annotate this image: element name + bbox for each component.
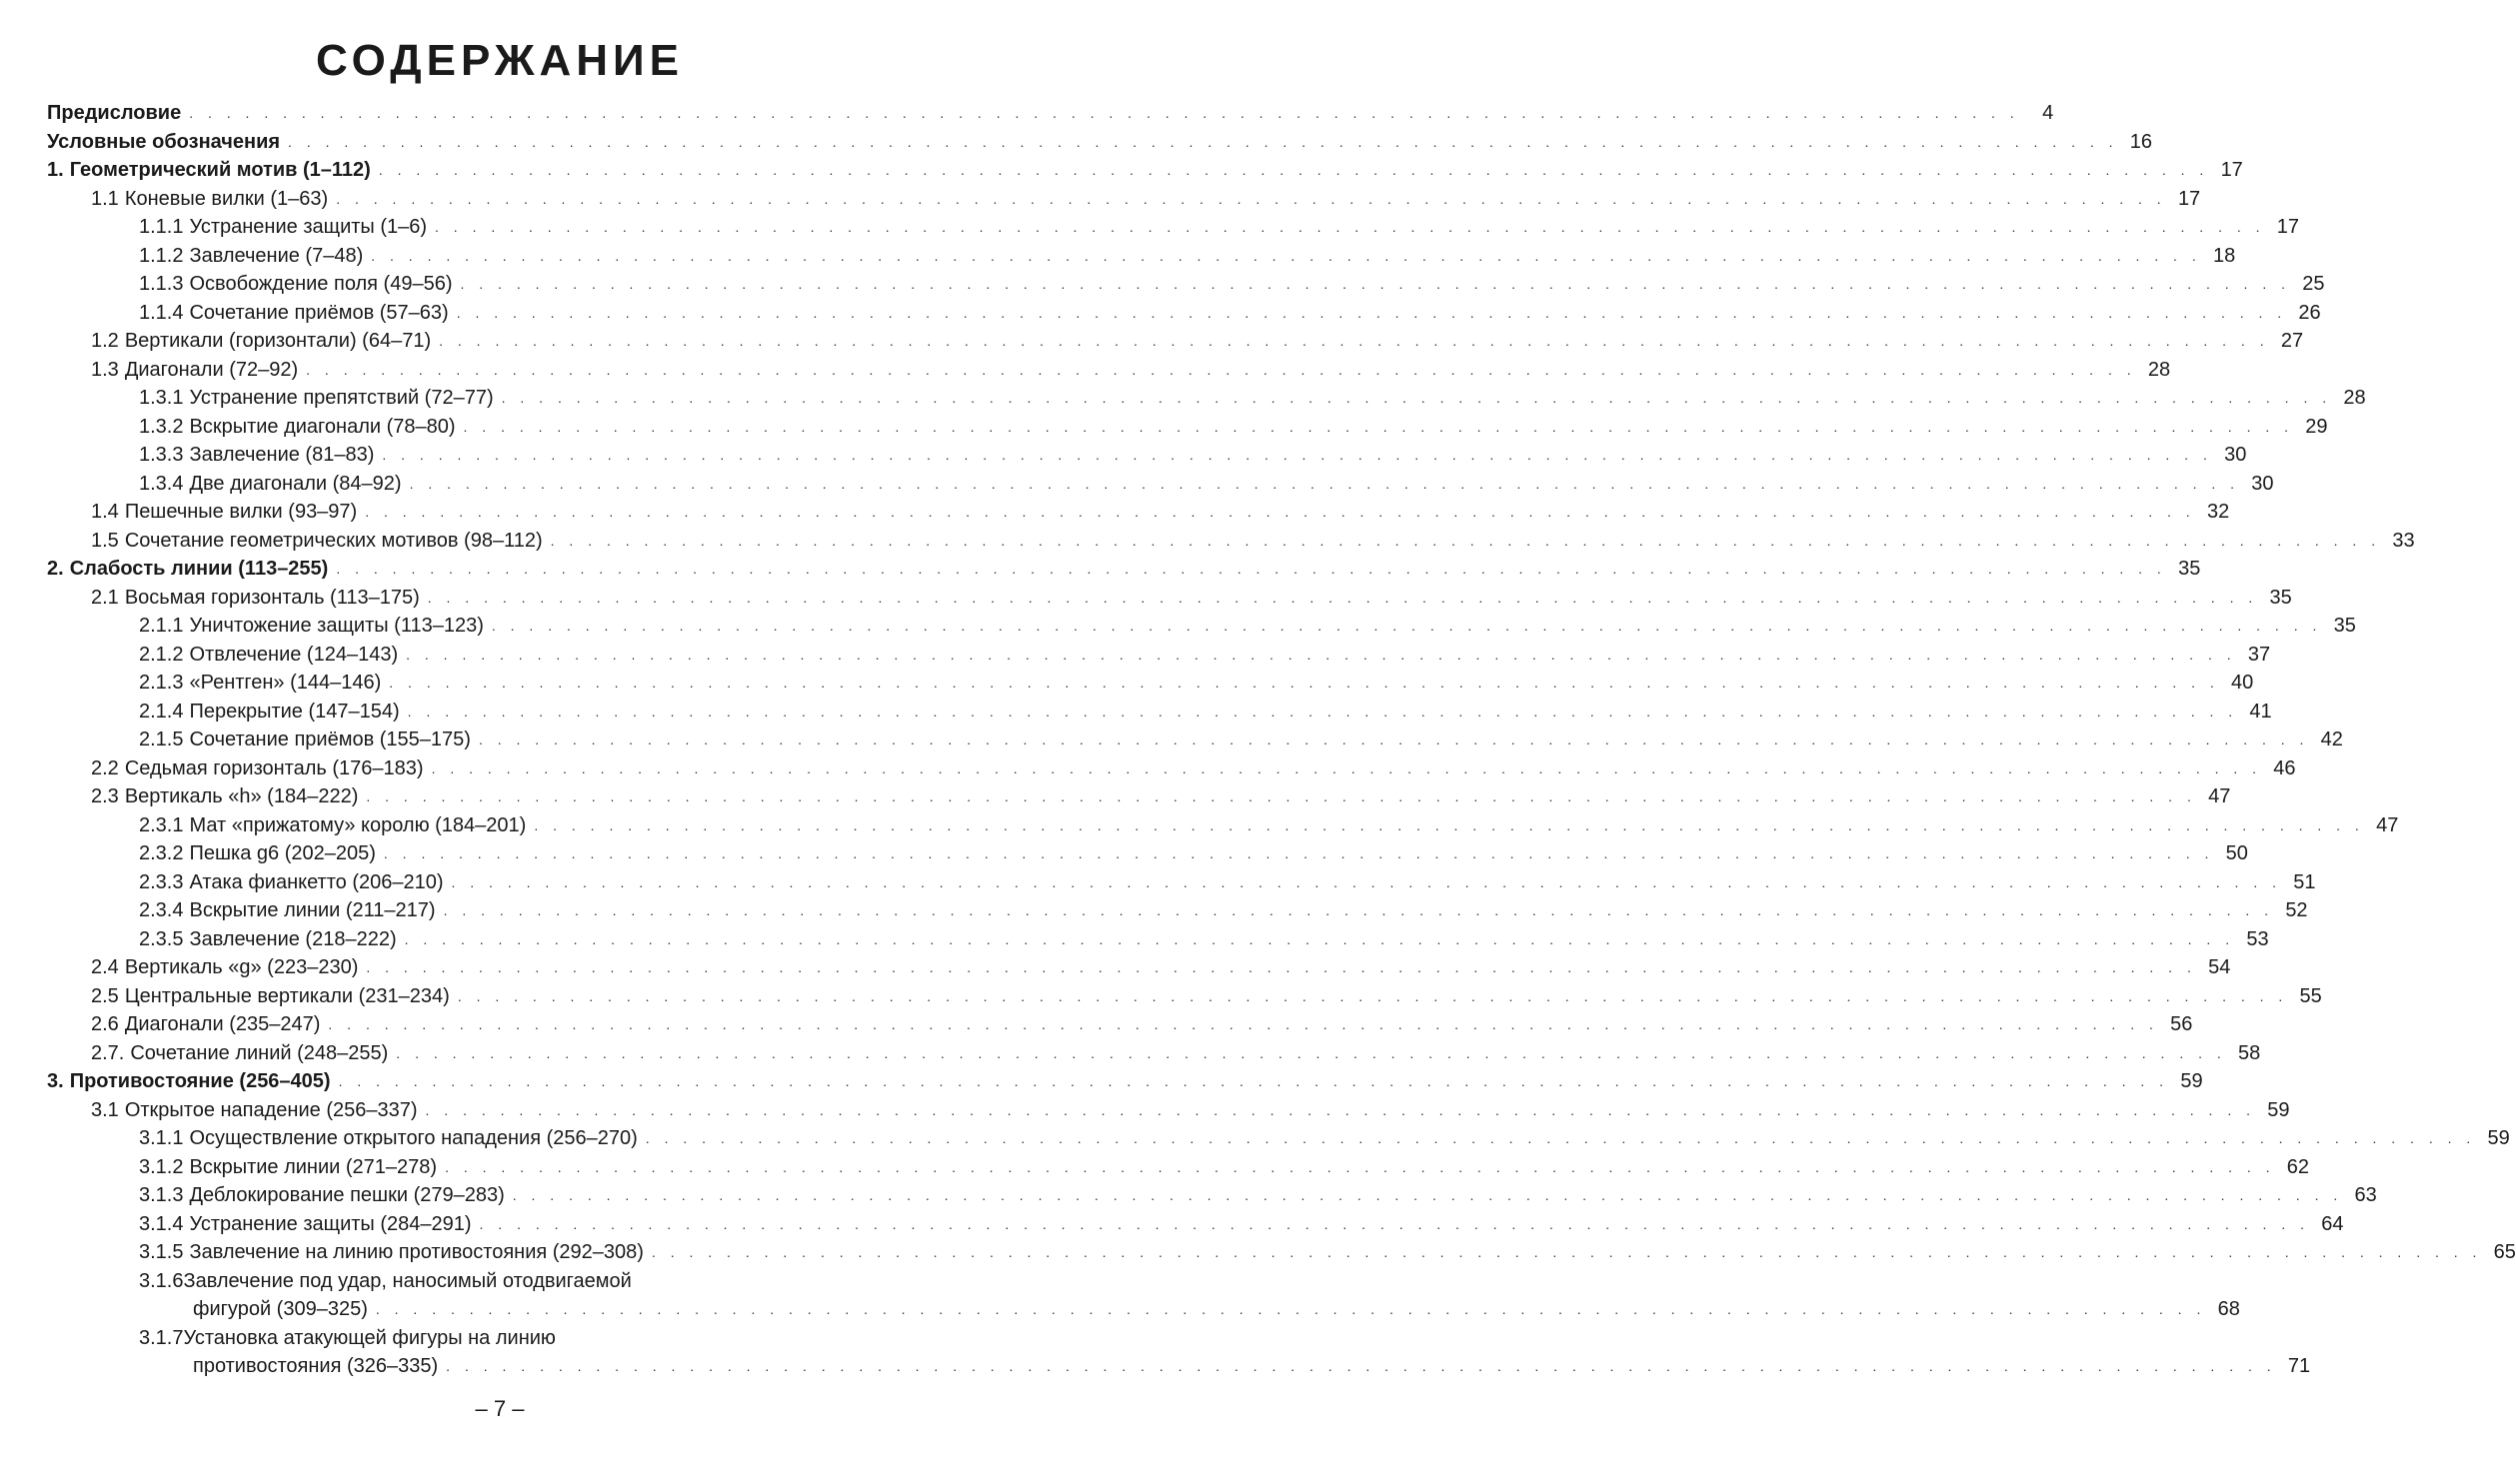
toc-entry [47, 925, 2269, 954]
toc-section-label: Мат «прижатому» королю (184–201) [189, 813, 527, 836]
toc-section-number: 3.1.6 [139, 1269, 184, 1292]
toc-section-number: 1.3 [91, 358, 119, 381]
toc-leader-dots: . . . . . . . . . . . . . . . . . . . . . . . . . . . . . . . . . . . . . . . . . . . . . . . . . . . . . . . . . . . . . . . . . . . . . . . . . . . . . . . . . . . . . . . . . . . . . . . . . . [491, 618, 2322, 634]
toc-section-label: Атака фианкетто (206–210) [189, 870, 444, 893]
toc-section-label: Уничтожение защиты (113–123) [189, 615, 484, 637]
toc-entry-title [139, 470, 402, 499]
toc-page-number: 16 [2129, 130, 2153, 153]
toc-leader-dots: . . . . . . . . . . . . . . . . . . . . . . . . . . . . . . . . . . . . . . . . . . . . . . . . . . . . . . . . . . . . . . . . . . . . . . . . . . . . . . . . . . . . . . . . . . . . . . . . . . [451, 873, 2282, 890]
toc-leader-dots: . . . . . . . . . . . . . . . . . . . . . . . . . . . . . . . . . . . . . . . . . . . . . . . . . . . . . . . . . . . . . . . . . . . . . . . . . . . . . . . . . . . . . . . . . . . . . . . . . . [404, 930, 2235, 947]
toc-leader-dots: . . . . . . . . . . . . . . . . . . . . . . . . . . . . . . . . . . . . . . . . . . . . . . . . . . . . . . . . . . . . . . . . . . . . . . . . . . . . . . . . . . . . . . . . . . . . . . . . . . [460, 276, 2291, 292]
toc-entry [47, 213, 2300, 242]
toc-section-label: Вертикаль «h» (184–222) [124, 785, 359, 807]
toc-section-number: 3.1.4 [139, 1212, 184, 1235]
toc-entry-title [139, 1181, 505, 1210]
toc-section-number: 3.1.5 [139, 1241, 184, 1263]
toc-leader-dots: . . . . . . . . . . . . . . . . . . . . . . . . . . . . . . . . . . . . . . . . . . . . . . . . . . . . . . . . . . . . . . . . . . . . . . . . . . . . . . . . . . . . . . . . . . . . . . . . . . [375, 1301, 2206, 1317]
toc-section-number: 1.3.2 [139, 415, 184, 438]
toc-leader-dots: . . . . . . . . . . . . . . . . . . . . . . . . . . . . . . . . . . . . . . . . . . . . . . . . . . . . . . . . . . . . . . . . . . . . . . . . . . . . . . . . . . . . . . . . . . . . . . . . . . [306, 361, 2137, 378]
toc-page-number: 29 [2305, 415, 2328, 438]
toc-entry [47, 726, 2343, 754]
toc-section-label: Предисловие [47, 102, 182, 124]
toc-leader-dots: . . . . . . . . . . . . . . . . . . . . . . . . . . . . . . . . . . . . . . . . . . . . . . . . . . . . . . . . . . . . . . . . . . . . . . . . . . . . . . . . . . . . . . . . . . . . . . . . . . [443, 902, 2274, 918]
toc-section-number: 2.6 [91, 1013, 119, 1035]
toc-section-number: 2.3.2 [139, 842, 184, 864]
toc-section-label: Вскрытие линии (211–217) [189, 899, 436, 921]
toc-leader-dots: . . . . . . . . . . . . . . . . . . . . . . . . . . . . . . . . . . . . . . . . . . . . . . . . . . . . . . . . . . . . . . . . . . . . . . . . . . . . . . . . . . . . . . . . . . . . . . . . . . [645, 1130, 2476, 1146]
toc-section-number: 2. [47, 558, 64, 580]
toc-page-number: 18 [2212, 244, 2236, 267]
toc-section-number: 2.1.3 [139, 672, 184, 694]
toc-section-label: Сочетание линий (248–255) [130, 1041, 389, 1064]
toc-section-number: 1. [47, 159, 64, 181]
toc-section-number: 1.3.4 [139, 472, 184, 495]
toc-entry-title [139, 213, 427, 242]
toc-entry [47, 470, 2274, 499]
toc-entry-title [47, 128, 280, 157]
toc-page-number: 32 [2206, 501, 2230, 523]
toc-entry-title [139, 413, 456, 442]
toc-leader-dots: . . . . . . . . . . . . . . . . . . . . . . . . . . . . . . . . . . . . . . . . . . . . . . . . . . . . . . . . . . . . . . . . . . . . . . . . . . . . . . . . . . . . . . . . . . . . . . . . . . [336, 190, 2167, 207]
toc-leader-dots: . . . . . . . . . . . . . . . . . . . . . . . . . . . . . . . . . . . . . . . . . . . . . . . . . . . . . . . . . . . . . . . . . . . . . . . . . . . . . . . . . . . . . . . . . . . . . . . . . . [365, 504, 2196, 520]
toc-entry-title [91, 527, 543, 556]
toc-section-label: Сочетание приёмов (57–63) [189, 301, 449, 324]
toc-entry [47, 441, 2247, 470]
toc-section-label: Восьмая горизонталь (113–175) [124, 586, 420, 609]
toc-entry-title [139, 698, 400, 727]
toc-page-number: 51 [2293, 870, 2316, 893]
toc-section-label: Завлечение под удар, наносимый отодвигаемой [183, 1269, 632, 1292]
toc-entry [47, 327, 2304, 356]
toc-page-number: 28 [2147, 358, 2171, 381]
toc-section-label: Осуществление открытого нападения (256–270) [189, 1127, 638, 1149]
toc-entry [47, 356, 2171, 385]
toc-leader-dots: . . . . . . . . . . . . . . . . . . . . . . . . . . . . . . . . . . . . . . . . . . . . . . . . . . . . . . . . . . . . . . . . . . . . . . . . . . . . . . . . . . . . . . . . . . . . . . . . . . [439, 333, 2270, 349]
toc-leader-dots: . . . . . . . . . . . . . . . . . . . . . . . . . . . . . . . . . . . . . . . . . . . . . . . . . . . . . . . . . . . . . . . . . . . . . . . . . . . . . . . . . . . . . . . . . . . . . . . . . . [366, 788, 2197, 804]
toc-leader-dots: . . . . . . . . . . . . . . . . . . . . . . . . . . . . . . . . . . . . . . . . . . . . . . . . . . . . . . . . . . . . . . . . . . . . . . . . . . . . . . . . . . . . . . . . . . . . . . . . . . [457, 987, 2288, 1004]
toc-page-number: 37 [2247, 643, 2271, 666]
toc-page-number: 46 [2273, 756, 2296, 779]
toc-section-label: «Рентген» (144–146) [189, 672, 382, 694]
toc-leader-dots: . . . . . . . . . . . . . . . . . . . . . . . . . . . . . . . . . . . . . . . . . . . . . . . . . . . . . . . . . . . . . . . . . . . . . . . . . . . . . . . . . . . . . . . . . . . . . . . . . . [651, 1244, 2482, 1260]
toc-leader-dots: . . . . . . . . . . . . . . . . . . . . . . . . . . . . . . . . . . . . . . . . . . . . . . . . . . . . . . . . . . . . . . . . . . . . . . . . . . . . . . . . . . . . . . . . . . . . . . . . . . [371, 247, 2202, 264]
toc-entry [47, 1039, 2261, 1068]
toc-section-label: Вскрытие диагонали (78–80) [189, 415, 456, 438]
toc-page-number: 30 [2251, 472, 2274, 495]
toc-section-label: Вертикаль «g» (223–230) [124, 956, 359, 978]
toc-entry-title [139, 896, 436, 925]
toc-page-number: 59 [2487, 1127, 2510, 1149]
toc-entry [47, 1096, 2290, 1125]
toc-page-number: 40 [2231, 672, 2254, 694]
toc-page-number: 35 [2178, 558, 2201, 580]
toc-section-label: Освобождение поля (49–56) [189, 273, 453, 295]
toc-page-number: 35 [2333, 615, 2356, 637]
toc-section-number: 2.3.5 [139, 927, 184, 950]
toc-leader-dots: . . . . . . . . . . . . . . . . . . . . . . . . . . . . . . . . . . . . . . . . . . . . . . . . . . . . . . . . . . . . . . . . . . . . . . . . . . . . . . . . . . . . . . . . . . . . . . . . . . [378, 162, 2209, 178]
toc-entry-title [47, 99, 181, 128]
toc-section-label: Установка атакующей фигуры на линию [183, 1326, 556, 1349]
toc-page-number: 4 [2042, 102, 2054, 124]
toc-section-number: 2.1.4 [139, 700, 184, 723]
toc-entry-title [193, 1295, 368, 1324]
toc-entry [47, 384, 2366, 413]
toc-leader-dots: . . . . . . . . . . . . . . . . . . . . . . . . . . . . . . . . . . . . . . . . . . . . . . . . . . . . . . . . . . . . . . . . . . . . . . . . . . . . . . . . . . . . . . . . . . . . . . . . . . [406, 646, 2237, 663]
toc-entry [47, 1067, 2203, 1096]
toc-entry-title [91, 1010, 320, 1039]
toc-entry-title [139, 811, 526, 840]
toc-section-number: 2.1.5 [139, 729, 184, 750]
toc-page-number: 47 [2208, 785, 2231, 807]
toc-section-label: Завлечение (218–222) [189, 927, 397, 950]
toc-section-number: 2.4 [91, 956, 119, 978]
toc-section-label: Диагонали (235–247) [124, 1013, 321, 1035]
toc-section-number: 2.1.1 [139, 615, 184, 637]
toc-entry [47, 128, 2153, 157]
toc-entry [47, 896, 2308, 925]
toc-section-number: 1.1.4 [139, 301, 184, 324]
toc-section-number: 1.1.1 [139, 216, 184, 238]
toc-leader-dots: . . . . . . . . . . . . . . . . . . . . . . . . . . . . . . . . . . . . . . . . . . . . . . . . . . . . . . . . . . . . . . . . . . . . . . . . . . . . . . . . . . . . . . . . . . . . . . . . . . [328, 1016, 2159, 1032]
toc-section-number: 1.5 [91, 529, 119, 552]
toc-leader-dots: . . . . . . . . . . . . . . . . . . . . . . . . . . . . . . . . . . . . . . . . . . . . . . . . . . . . . . . . . . . . . . . . . . . . . . . . . . . . . . . . . . . . . . . . . . . . . . . . . . [431, 759, 2262, 776]
toc-section-label: Сочетание геометрических мотивов (98–112) [124, 529, 543, 552]
toc-entry [47, 982, 2322, 1011]
toc-page-number: 41 [2249, 700, 2272, 723]
toc-page-number: 71 [2287, 1355, 2311, 1377]
toc-section-label: Коневые вилки (1–63) [124, 187, 329, 210]
toc-leader-dots: . . . . . . . . . . . . . . . . . . . . . . . . . . . . . . . . . . . . . . . . . . . . . . . . . . . . . . . . . . . . . . . . . . . . . . . . . . . . . . . . . . . . . . . . . . . . . . . . . . [425, 1101, 2256, 1118]
toc-section-label: Отвлечение (124–143) [189, 643, 399, 666]
toc-section-label: Устранение препятствий (72–77) [189, 387, 494, 409]
toc-entry [47, 1210, 2344, 1239]
toc-leader-dots: . . . . . . . . . . . . . . . . . . . . . . . . . . . . . . . . . . . . . . . . . . . . . . . . . . . . . . . . . . . . . . . . . . . . . . . . . . . . . . . . . . . . . . . . . . . . . . . . . . [445, 1158, 2276, 1175]
toc-section-label: Противостояние (256–405) [69, 1070, 331, 1092]
toc-section-label: Пешечные вилки (93–97) [124, 501, 358, 523]
toc-section-number: 2.3.3 [139, 870, 184, 893]
toc-entry [47, 498, 2230, 527]
toc-entry [47, 641, 2271, 670]
toc-page-number: 42 [2320, 729, 2343, 750]
toc-entry [47, 1124, 2510, 1153]
toc-page-number: 17 [2220, 159, 2243, 181]
toc-entry-title [91, 498, 357, 527]
toc-section-label: Седьмая горизонталь (176–183) [124, 756, 424, 779]
toc-leader-dots: . . . . . . . . . . . . . . . . . . . . . . . . . . . . . . . . . . . . . . . . . . . . . . . . . . . . . . . . . . . . . . . . . . . . . . . . . . . . . . . . . . . . . . . . . . . . . . . . . . [338, 1073, 2169, 1089]
toc-leader-dots: . . . . . . . . . . . . . . . . . . . . . . . . . . . . . . . . . . . . . . . . . . . . . . . . . . . . . . . . . . . . . . . . . . . . . . . . . . . . . . . . . . . . . . . . . . . . . . . . . . [550, 532, 2381, 549]
toc-section-number: 3.1.7 [139, 1326, 184, 1349]
toc-page-number: 59 [2267, 1098, 2290, 1121]
toc-section-number: 3.1 [91, 1098, 119, 1121]
toc-section-number: 2.3.1 [139, 813, 184, 836]
toc-leader-dots: . . . . . . . . . . . . . . . . . . . . . . . . . . . . . . . . . . . . . . . . . . . . . . . . . . . . . . . . . . . . . . . . . . . . . . . . . . . . . . . . . . . . . . . . . . . . . . . . . . [456, 304, 2287, 321]
toc-leader-dots: . . . . . . . . . . . . . . . . . . . . . . . . . . . . . . . . . . . . . . . . . . . . . . . . . . . . . . . . . . . . . . . . . . . . . . . . . . . . . . . . . . . . . . . . . . . . . . . . . . [407, 703, 2238, 720]
toc-section-label: Деблокирование пешки (279–283) [189, 1184, 505, 1206]
toc-entry [47, 185, 2201, 214]
toc-entry-title [47, 555, 328, 584]
toc-entry [47, 698, 2272, 727]
toc-section-label-continued: противостояния (326–335) [193, 1355, 439, 1377]
toc-section-number: 1.4 [91, 501, 119, 523]
toc-entry [47, 1295, 2240, 1324]
toc-entry-title [91, 1039, 388, 1068]
toc-section-label: Сочетание приёмов (155–175) [189, 729, 471, 750]
toc-page-number: 59 [2180, 1070, 2203, 1092]
toc-page-number: 58 [2238, 1041, 2261, 1064]
toc-section-label: Две диагонали (84–92) [189, 472, 402, 495]
toc-leader-dots: . . . . . . . . . . . . . . . . . . . . . . . . . . . . . . . . . . . . . . . . . . . . . . . . . . . . . . . . . . . . . . . . . . . . . . . . . . . . . . . . . . . . . . . . . . . . . . . . . . [427, 589, 2258, 606]
toc-section-number: 2.7. [91, 1041, 125, 1064]
toc-page-number: 52 [2285, 899, 2308, 921]
toc-entry [47, 612, 2356, 641]
toc-page-number: 17 [2276, 216, 2300, 238]
toc-section-label: Диагонали (72–92) [124, 358, 299, 381]
toc-section-label: Вертикали (горизонтали) (64–71) [124, 330, 432, 352]
toc-entry [47, 782, 2231, 811]
toc-leader-dots: . . . . . . . . . . . . . . . . . . . . . . . . . . . . . . . . . . . . . . . . . . . . . . . . . . . . . . . . . . . . . . . . . . . . . . . . . . . . . . . . . . . . . . . . . . . . . . . . . . [479, 1215, 2310, 1232]
toc-entry [47, 811, 2399, 840]
toc-leader-dots: . . . . . . . . . . . . . . . . . . . . . . . . . . . . . . . . . . . . . . . . . . . . . . . . . . . . . . . . . . . . . . . . . . . . . . . . . . . . . . . . . . . . . . . . . . . . . . . . . . [389, 675, 2220, 691]
toc-entry [47, 270, 2325, 299]
toc-entry [47, 156, 2243, 185]
toc-entry-title [91, 584, 420, 613]
toc-section-label: Пешка g6 (202–205) [189, 842, 376, 864]
toc-page-number: 64 [2321, 1212, 2344, 1235]
page-number: – 7 – [475, 1396, 525, 1421]
toc-leader-dots: . . . . . . . . . . . . . . . . . . . . . . . . . . . . . . . . . . . . . . . . . . . . . . . . . . . . . . . . . . . . . . . . . . . . . . . . . . . . . . . . . . . . . . . . . . . . . . . . . . [189, 105, 2020, 121]
toc-page-number: 28 [2343, 387, 2366, 409]
toc-leader-dots: . . . . . . . . . . . . . . . . . . . . . . . . . . . . . . . . . . . . . . . . . . . . . . . . . . . . . . . . . . . . . . . . . . . . . . . . . . . . . . . . . . . . . . . . . . . . . . . . . . [463, 418, 2294, 435]
toc-section-label: Устранение защиты (284–291) [189, 1212, 472, 1235]
toc-entry-title [139, 1153, 437, 1182]
toc-section-label: Условные обозначения [47, 130, 281, 153]
toc-page-number: 62 [2286, 1155, 2310, 1178]
toc-page-number: 17 [2177, 187, 2201, 210]
toc-entry [47, 953, 2231, 982]
toc-entry [47, 242, 2236, 271]
toc-section-label: Завлечение (81–83) [189, 444, 375, 466]
toc-leader-dots: . . . . . . . . . . . . . . . . . . . . . . . . . . . . . . . . . . . . . . . . . . . . . . . . . . . . . . . . . . . . . . . . . . . . . . . . . . . . . . . . . . . . . . . . . . . . . . . . . . [534, 816, 2365, 833]
toc-leader-dots: . . . . . . . . . . . . . . . . . . . . . . . . . . . . . . . . . . . . . . . . . . . . . . . . . . . . . . . . . . . . . . . . . . . . . . . . . . . . . . . . . . . . . . . . . . . . . . . . . . [366, 959, 2197, 975]
toc-section-label: Центральные вертикали (231–234) [124, 984, 450, 1007]
toc-entry-title [91, 1096, 418, 1125]
toc-entry-title [91, 953, 358, 982]
toc-section-number: 2.1.2 [139, 643, 184, 666]
toc-leader-dots: . . . . . . . . . . . . . . . . . . . . . . . . . . . . . . . . . . . . . . . . . . . . . . . . . . . . . . . . . . . . . . . . . . . . . . . . . . . . . . . . . . . . . . . . . . . . . . . . . . [435, 219, 2266, 235]
toc-section-label: Геометрический мотив (1–112) [69, 159, 371, 181]
toc-entry-title [139, 242, 363, 271]
toc-page-number: 68 [2217, 1298, 2240, 1320]
toc-entry-title [91, 185, 328, 214]
toc-section-number: 3.1.3 [139, 1184, 184, 1206]
toc-entry-title [91, 754, 424, 783]
toc-entry [47, 555, 2201, 584]
toc-section-number: 1.1 [91, 187, 119, 210]
toc-page-number: 65 [2493, 1241, 2516, 1263]
toc-leader-dots: . . . . . . . . . . . . . . . . . . . . . . . . . . . . . . . . . . . . . . . . . . . . . . . . . . . . . . . . . . . . . . . . . . . . . . . . . . . . . . . . . . . . . . . . . . . . . . . . . . [478, 732, 2309, 747]
toc-section-label: Вскрытие линии (271–278) [189, 1155, 438, 1178]
toc-section-number: 3.1.2 [139, 1155, 184, 1178]
toc-entry-title [139, 925, 397, 954]
toc-section-label: Завлечение на линию противостояния (292–308) [189, 1241, 644, 1263]
toc-section-number: 3.1.1 [139, 1127, 184, 1149]
toc-section-number: 2.3.4 [139, 899, 184, 921]
toc-entry [47, 669, 2254, 698]
toc-section-number: 1.3.1 [139, 387, 184, 409]
toc-entry-title [139, 839, 376, 868]
toc-section-label-continued: фигурой (309–325) [193, 1298, 368, 1320]
toc-page-number: 50 [2225, 842, 2248, 864]
toc-entry [47, 754, 2296, 783]
toc-leader-dots: . . . . . . . . . . . . . . . . . . . . . . . . . . . . . . . . . . . . . . . . . . . . . . . . . . . . . . . . . . . . . . . . . . . . . . . . . . . . . . . . . . . . . . . . . . . . . . . . . . [383, 845, 2214, 861]
toc-entry-title [91, 327, 431, 356]
toc-leader-dots: . . . . . . . . . . . . . . . . . . . . . . . . . . . . . . . . . . . . . . . . . . . . . . . . . . . . . . . . . . . . . . . . . . . . . . . . . . . . . . . . . . . . . . . . . . . . . . . . . . [409, 475, 2240, 492]
toc-section-number: 1.3.3 [139, 444, 184, 466]
toc-leader-dots: . . . . . . . . . . . . . . . . . . . . . . . . . . . . . . . . . . . . . . . . . . . . . . . . . . . . . . . . . . . . . . . . . . . . . . . . . . . . . . . . . . . . . . . . . . . . . . . . . . [382, 447, 2213, 463]
toc-entry-title [139, 1238, 644, 1267]
toc-entry-title [139, 868, 444, 897]
toc-page-number: 55 [2299, 984, 2322, 1007]
toc-entry [47, 527, 2415, 556]
toc-section-number: 2.2 [91, 756, 119, 779]
toc-section-number: 1.1.2 [139, 244, 184, 267]
toc-section-number: 1.2 [91, 330, 119, 352]
toc-section-label: Открытое нападение (256–337) [124, 1098, 418, 1121]
toc-page-number: 47 [2376, 813, 2399, 836]
toc-section-number: 2.5 [91, 984, 119, 1007]
toc-leader-dots: . . . . . . . . . . . . . . . . . . . . . . . . . . . . . . . . . . . . . . . . . . . . . . . . . . . . . . . . . . . . . . . . . . . . . . . . . . . . . . . . . . . . . . . . . . . . . . . . . . [501, 390, 2332, 406]
toc-section-label: Перекрытие (147–154) [189, 700, 400, 723]
toc-entry [47, 299, 2321, 328]
toc-entry [47, 1238, 2516, 1267]
toc-entry [47, 839, 2248, 868]
toc-page-number: 35 [2269, 586, 2292, 609]
page-title: СОДЕРЖАНИЕ [315, 36, 685, 85]
toc-leader-dots: . . . . . . . . . . . . . . . . . . . . . . . . . . . . . . . . . . . . . . . . . . . . . . . . . . . . . . . . . . . . . . . . . . . . . . . . . . . . . . . . . . . . . . . . . . . . . . . . . . [336, 561, 2167, 577]
toc-section-label: Устранение защиты (1–6) [189, 216, 428, 238]
toc-entry [47, 1324, 898, 1353]
toc-page-number: 25 [2302, 273, 2325, 295]
toc-entry [47, 99, 2054, 128]
toc-entry-title [139, 1210, 472, 1239]
toc-entry [47, 584, 2292, 613]
toc-page-number: 63 [2354, 1184, 2377, 1206]
toc-section-number: 1.1.3 [139, 273, 184, 295]
toc-page-number: 30 [2224, 444, 2247, 466]
toc-entry-title [139, 441, 374, 470]
toc-entry-title [139, 612, 484, 641]
toc-entry-title [139, 299, 449, 328]
toc-entry-title [91, 982, 450, 1011]
toc-entry [47, 1153, 2310, 1182]
toc-section-number: 2.1 [91, 586, 119, 609]
toc-section-label: Завлечение (7–48) [189, 244, 364, 267]
toc-entry [47, 1267, 898, 1296]
toc-entry-title [139, 669, 381, 698]
toc-leader-dots: . . . . . . . . . . . . . . . . . . . . . . . . . . . . . . . . . . . . . . . . . . . . . . . . . . . . . . . . . . . . . . . . . . . . . . . . . . . . . . . . . . . . . . . . . . . . . . . . . . [446, 1358, 2277, 1374]
toc-entry [47, 413, 2328, 442]
toc-leader-dots: . . . . . . . . . . . . . . . . . . . . . . . . . . . . . . . . . . . . . . . . . . . . . . . . . . . . . . . . . . . . . . . . . . . . . . . . . . . . . . . . . . . . . . . . . . . . . . . . . . [512, 1187, 2343, 1203]
toc-page-number: 33 [2392, 529, 2415, 552]
toc-leader-dots: . . . . . . . . . . . . . . . . . . . . . . . . . . . . . . . . . . . . . . . . . . . . . . . . . . . . . . . . . . . . . . . . . . . . . . . . . . . . . . . . . . . . . . . . . . . . . . . . . . [288, 133, 2119, 150]
toc-entry-title [139, 384, 494, 413]
toc-section-number: 2.3 [91, 785, 119, 807]
toc-section-label: Слабость линии (113–255) [69, 558, 329, 580]
toc-leader-dots: . . . . . . . . . . . . . . . . . . . . . . . . . . . . . . . . . . . . . . . . . . . . . . . . . . . . . . . . . . . . . . . . . . . . . . . . . . . . . . . . . . . . . . . . . . . . . . . . . . [396, 1044, 2227, 1061]
toc-entry-title [91, 356, 298, 385]
toc-entry-title [91, 782, 358, 811]
toc-entry [47, 1352, 2311, 1381]
toc-entry [47, 868, 2316, 897]
toc-entry-title [47, 1067, 331, 1096]
toc-entry-title [139, 1124, 638, 1153]
toc-entry-title [139, 270, 453, 299]
toc-entry [47, 1010, 2193, 1039]
toc-section-number: 3. [47, 1070, 64, 1092]
toc-page-number: 53 [2246, 927, 2269, 950]
toc-entry-title [47, 156, 371, 185]
toc-page-number: 56 [2170, 1013, 2193, 1035]
toc-entry [47, 1181, 2377, 1210]
toc-page-number: 27 [2280, 330, 2304, 352]
toc-page-number: 54 [2208, 956, 2231, 978]
toc-entry-title [139, 641, 398, 670]
toc-page-number: 26 [2298, 301, 2321, 324]
table-of-contents [47, 99, 2516, 1381]
toc-entry-title [193, 1352, 438, 1381]
toc-entry-title [139, 726, 471, 754]
